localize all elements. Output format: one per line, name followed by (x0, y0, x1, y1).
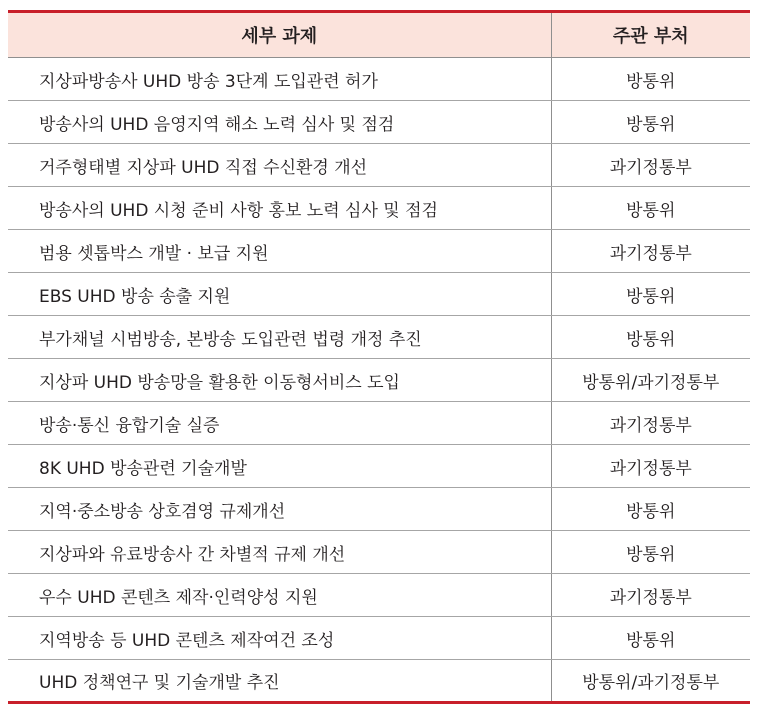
table-row (8, 144, 750, 187)
dept-cell: 방통위 (551, 617, 750, 660)
table-row (8, 488, 750, 531)
task-cell: UHD 정책연구 및 기술개발 추진 (8, 660, 551, 703)
dept-cell: 과기정통부 (551, 230, 750, 273)
dept-cell: 방통위/과기정통부 (551, 359, 750, 402)
table-row (8, 187, 750, 230)
table-row (8, 273, 750, 316)
header-row (8, 12, 750, 58)
task-table (8, 10, 750, 704)
dept-cell: 과기정통부 (551, 574, 750, 617)
header-task: 세부 과제 (8, 12, 551, 58)
task-cell: 거주형태별 지상파 UHD 직접 수신환경 개선 (8, 144, 551, 187)
dept-cell: 과기정통부 (551, 402, 750, 445)
table-row (8, 316, 750, 359)
table-row (8, 531, 750, 574)
table-row (8, 402, 750, 445)
task-cell: 부가채널 시범방송, 본방송 도입관련 법령 개정 추진 (8, 316, 551, 359)
dept-cell: 방통위 (551, 58, 750, 101)
task-cell: 8K UHD 방송관련 기술개발 (8, 445, 551, 488)
task-cell: 지상파 UHD 방송망을 활용한 이동형서비스 도입 (8, 359, 551, 402)
dept-cell: 과기정통부 (551, 445, 750, 488)
task-cell: EBS UHD 방송 송출 지원 (8, 273, 551, 316)
task-cell: 지역방송 등 UHD 콘텐츠 제작여건 조성 (8, 617, 551, 660)
table-row (8, 230, 750, 273)
dept-cell: 방통위 (551, 488, 750, 531)
table-row (8, 101, 750, 144)
task-cell: 방송·통신 융합기술 실증 (8, 402, 551, 445)
task-cell: 지상파방송사 UHD 방송 3단계 도입관련 허가 (8, 58, 551, 101)
task-table-container (8, 10, 750, 704)
dept-cell: 방통위 (551, 531, 750, 574)
dept-cell: 방통위 (551, 101, 750, 144)
table-body (8, 58, 750, 703)
table-row (8, 574, 750, 617)
task-cell: 범용 셋톱박스 개발 · 보급 지원 (8, 230, 551, 273)
task-cell: 방송사의 UHD 시청 준비 사항 홍보 노력 심사 및 점검 (8, 187, 551, 230)
table-row (8, 58, 750, 101)
dept-cell: 방통위 (551, 316, 750, 359)
table-header (8, 12, 750, 58)
task-cell: 지역·중소방송 상호겸영 규제개선 (8, 488, 551, 531)
table-row (8, 617, 750, 660)
dept-cell: 방통위 (551, 187, 750, 230)
dept-cell: 방통위/과기정통부 (551, 660, 750, 703)
task-cell: 지상파와 유료방송사 간 차별적 규제 개선 (8, 531, 551, 574)
dept-cell: 과기정통부 (551, 144, 750, 187)
table-row (8, 445, 750, 488)
table-row (8, 359, 750, 402)
dept-cell: 방통위 (551, 273, 750, 316)
table-row (8, 660, 750, 703)
task-cell: 우수 UHD 콘텐츠 제작·인력양성 지원 (8, 574, 551, 617)
header-dept: 주관 부처 (551, 12, 750, 58)
task-cell: 방송사의 UHD 음영지역 해소 노력 심사 및 점검 (8, 101, 551, 144)
